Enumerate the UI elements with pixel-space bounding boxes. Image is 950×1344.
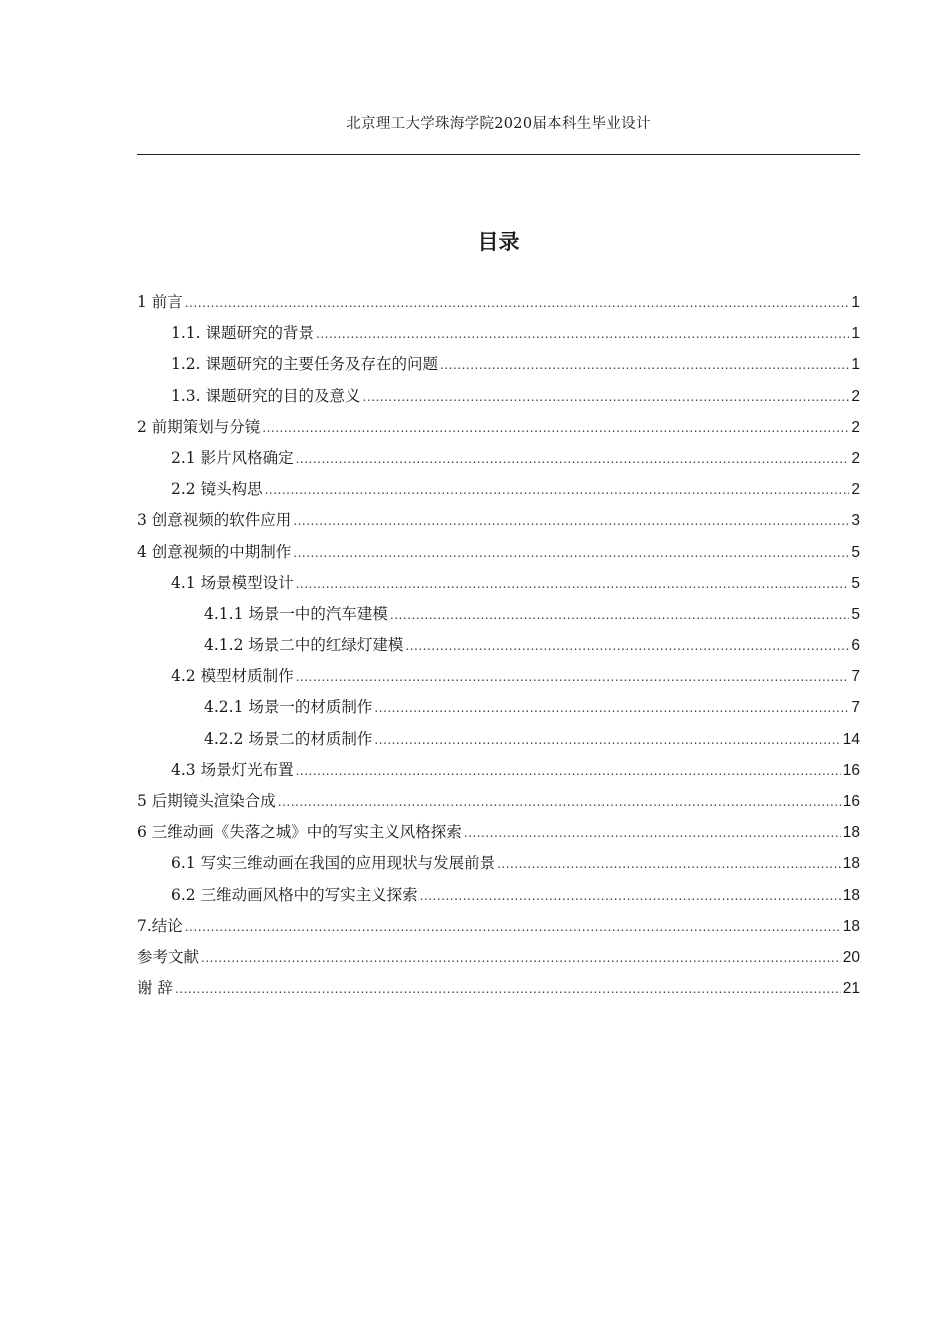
- toc-dot-leader: [316, 319, 849, 350]
- toc-entry-label: 4.2.2 场景二的材质制作: [204, 729, 373, 748]
- toc-entry-label: 4.2 模型材质制作: [171, 667, 294, 686]
- toc-entry-page-number: 14: [842, 730, 860, 748]
- toc-entry[interactable]: [137, 911, 860, 942]
- toc-dot-leader: [296, 569, 850, 600]
- toc-entry-page-number: 16: [842, 793, 860, 810]
- toc-entry[interactable]: [137, 381, 860, 412]
- toc-dot-leader: [201, 943, 841, 974]
- toc-entry-page-number: 7: [851, 699, 860, 717]
- toc-entry-label: 6.1 写实三维动画在我国的应用现状与发展前景: [171, 854, 496, 873]
- toc-entry-page-number: 3: [851, 512, 860, 530]
- toc-entry[interactable]: [137, 630, 860, 661]
- toc-entry-page-number: 2: [851, 418, 860, 436]
- toc-entry-label: 4.3 场景灯光布置: [171, 760, 294, 779]
- toc-entry-label: 4 创意视频的中期制作: [137, 542, 292, 561]
- toc-entry-label: 4.1.1 场景一中的汽车建模: [204, 604, 388, 623]
- toc-entry[interactable]: [137, 817, 860, 848]
- toc-entry-label: 7.结论: [137, 916, 183, 935]
- toc-entry-label: 1.2. 课题研究的主要任务及存在的问题: [171, 355, 439, 374]
- toc-entry-page-number: 2: [851, 449, 860, 467]
- toc-entry[interactable]: [137, 755, 860, 786]
- toc-dot-leader: [296, 756, 841, 787]
- toc-entry-label: 6 三维动画《失落之城》中的写实主义风格探索: [137, 823, 462, 842]
- toc-dot-leader: [265, 475, 850, 506]
- toc-entry-label: 1 前言: [137, 293, 183, 311]
- toc-entry-page-number: 1: [851, 356, 860, 374]
- toc-entry-page-number: 18: [842, 917, 860, 935]
- toc-dot-leader: [374, 693, 849, 724]
- toc-entry-page-number: 1: [851, 325, 860, 343]
- toc-entry-page-number: 5: [851, 543, 860, 561]
- toc-dot-leader: [374, 725, 840, 756]
- toc-entry[interactable]: [137, 848, 860, 879]
- toc-entry-label: 1.1. 课题研究的背景: [171, 324, 315, 343]
- toc-entry-page-number: 18: [842, 824, 860, 842]
- toc-entry-label: 谢 辞: [137, 979, 173, 998]
- toc-entry[interactable]: [137, 973, 860, 1004]
- toc-dot-leader: [185, 288, 850, 319]
- toc-entry[interactable]: [137, 661, 860, 692]
- toc-dot-leader: [296, 444, 850, 475]
- toc-entry-label: 5 后期镜头渲染合成: [137, 792, 276, 810]
- toc-dot-leader: [185, 912, 841, 943]
- toc-entry-page-number: 1: [851, 294, 860, 311]
- toc-entry-label: 参考文献: [137, 947, 200, 966]
- toc-entry-label: 3 创意视频的软件应用: [137, 511, 292, 530]
- toc-entry-page-number: 2: [851, 481, 860, 499]
- toc-dot-leader: [363, 382, 850, 413]
- toc-entry-page-number: 18: [842, 886, 860, 904]
- page-header: 北京理工大学珠海学院2020届本科生毕业设计: [346, 116, 651, 132]
- toc-entry[interactable]: [137, 599, 860, 630]
- toc-entry[interactable]: [137, 724, 860, 755]
- toc-entry[interactable]: [137, 942, 860, 973]
- toc-entry-page-number: 2: [851, 387, 860, 405]
- toc-entry[interactable]: [137, 443, 860, 474]
- toc-dot-leader: [293, 538, 849, 569]
- toc-dot-leader: [175, 974, 841, 1005]
- header-rule: [137, 154, 860, 155]
- toc-dot-leader: [296, 662, 850, 693]
- toc-entry-page-number: 6: [851, 637, 860, 655]
- toc-dot-leader: [497, 849, 841, 880]
- toc-entry-label: 2 前期策划与分镜: [137, 417, 261, 436]
- toc-entry[interactable]: [137, 318, 860, 349]
- toc-dot-leader: [440, 350, 849, 381]
- toc-entry-page-number: 16: [842, 761, 860, 779]
- toc-entry-label: 4.2.1 场景一的材质制作: [204, 698, 373, 717]
- toc-dot-leader: [390, 600, 850, 631]
- toc-entry-label: 4.1.2 场景二中的红绿灯建模: [204, 636, 404, 655]
- table-of-contents: [137, 287, 860, 1004]
- toc-entry[interactable]: [137, 692, 860, 723]
- toc-entry-page-number: 21: [842, 980, 860, 998]
- toc-entry-label: 2.2 镜头构思: [171, 480, 263, 499]
- toc-entry[interactable]: [137, 474, 860, 505]
- toc-entry-page-number: 7: [851, 668, 860, 686]
- toc-entry-label: 4.1 场景模型设计: [171, 573, 294, 592]
- toc-entry[interactable]: [137, 786, 860, 817]
- toc-entry-page-number: 18: [842, 855, 860, 873]
- toc-dot-leader: [293, 506, 849, 537]
- toc-entry[interactable]: [137, 505, 860, 536]
- toc-entry-page-number: 5: [851, 605, 860, 623]
- toc-entry[interactable]: [137, 412, 860, 443]
- toc-entry-page-number: 5: [851, 574, 860, 592]
- toc-dot-leader: [464, 818, 841, 849]
- toc-dot-leader: [420, 881, 841, 912]
- toc-entry[interactable]: [137, 537, 860, 568]
- toc-entry-label: 6.2 三维动画风格中的写实主义探索: [171, 885, 418, 904]
- toc-entry-label: 1.3. 课题研究的目的及意义: [171, 386, 361, 405]
- toc-entry-page-number: 20: [842, 948, 860, 966]
- toc-title: 目录: [477, 230, 520, 254]
- toc-dot-leader: [262, 413, 849, 444]
- toc-dot-leader: [278, 787, 841, 818]
- toc-entry[interactable]: [137, 568, 860, 599]
- toc-entry-label: 2.1 影片风格确定: [171, 448, 294, 467]
- toc-entry[interactable]: [137, 880, 860, 911]
- toc-entry[interactable]: [137, 349, 860, 380]
- toc-dot-leader: [405, 631, 849, 662]
- toc-entry[interactable]: [137, 287, 860, 318]
